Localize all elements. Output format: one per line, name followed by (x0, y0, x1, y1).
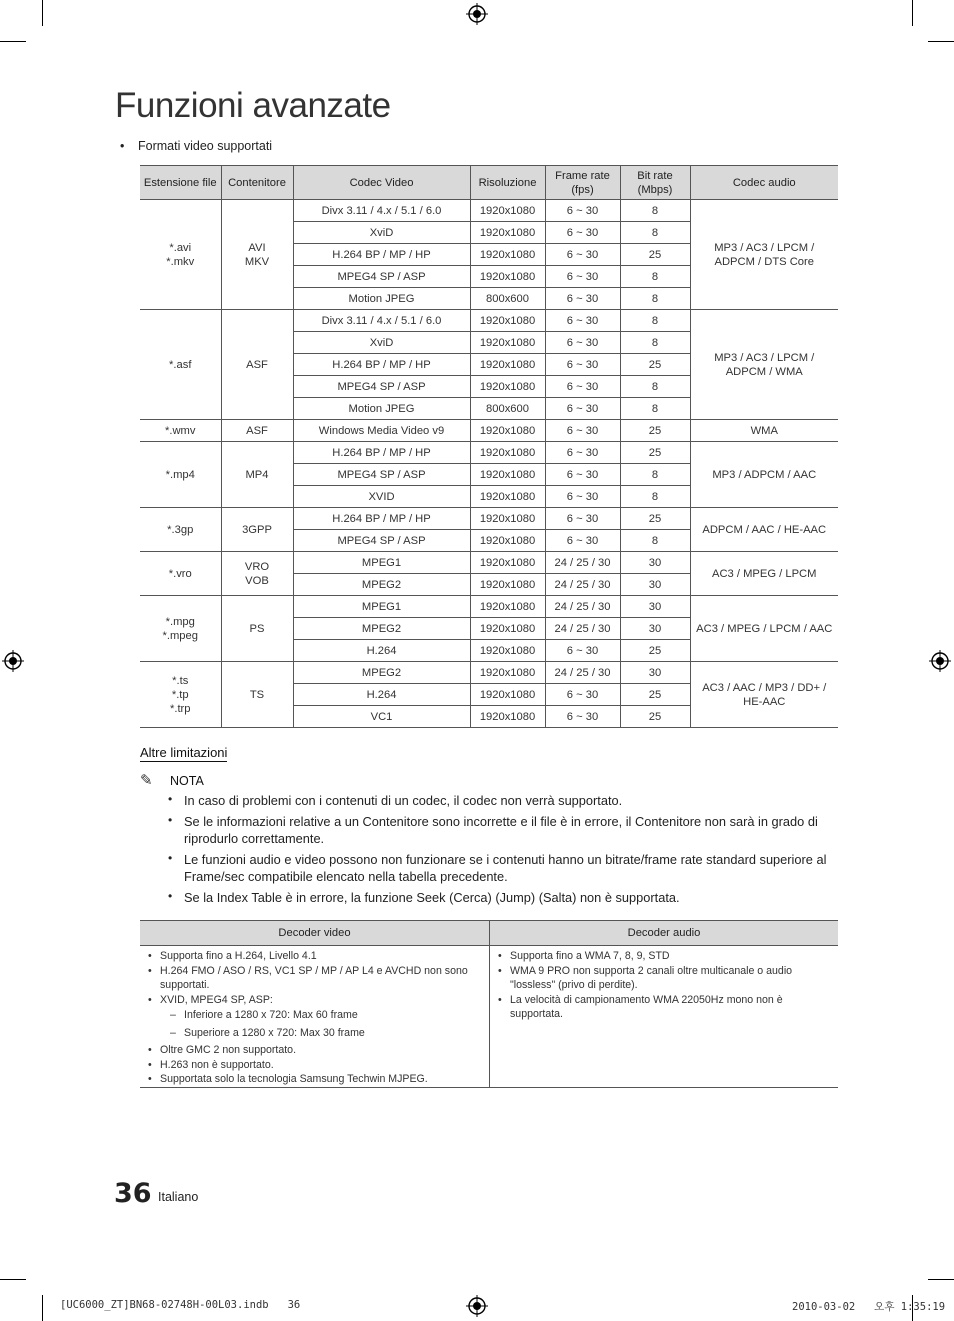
video-codec-cell: Motion JPEG (293, 398, 470, 420)
frame-rate-cell: 24 / 25 / 30 (545, 552, 620, 574)
container-cell (221, 200, 293, 310)
cell-line: ADPCM / AAC / HE-AAC (702, 523, 827, 536)
cell-line: *.tp (171, 688, 189, 701)
decoder-sub-item: – Superiore a 1280 x 720: Max 30 frame (140, 1026, 485, 1041)
bit-rate-cell: 25 (620, 354, 690, 376)
resolution-cell: 1920x1080 (470, 508, 545, 530)
video-codec-cell: XVID (293, 486, 470, 508)
decoder-item: • La velocità di campionamento WMA 22050Hz mono non è supportata. (490, 993, 808, 1022)
audio-codec-cell (690, 596, 838, 662)
bit-rate-cell: 25 (620, 684, 690, 706)
frame-rate-cell: 6 ~ 30 (545, 684, 620, 706)
decoder-item: • Oltre GMC 2 non supportato. (140, 1043, 485, 1058)
bit-rate-cell: 8 (620, 398, 690, 420)
page-number: 36 (114, 1178, 152, 1209)
crop-mark (928, 41, 954, 42)
registration-mark-icon (2, 650, 24, 672)
video-codec-cell: H.264 (293, 684, 470, 706)
bit-rate-cell: 8 (620, 200, 690, 222)
cell-line: AC3 / MPEG / LPCM (712, 567, 817, 580)
cell-line: *.vro (168, 567, 192, 580)
video-formats-table (140, 165, 838, 728)
extension-cell (140, 662, 221, 728)
container-cell (221, 442, 293, 508)
bit-rate-cell: 25 (620, 508, 690, 530)
header-frame-rate: Frame rate (fps) (545, 166, 620, 200)
crop-mark (42, 0, 43, 26)
cell-line: *.mp4 (165, 468, 195, 481)
decoder-table (140, 920, 838, 1088)
cell-line: *.mpeg (162, 629, 198, 642)
resolution-cell: 1920x1080 (470, 442, 545, 464)
video-codec-cell: MPEG2 (293, 618, 470, 640)
frame-rate-cell: 6 ~ 30 (545, 530, 620, 552)
audio-codec-cell (690, 200, 838, 310)
resolution-cell: 1920x1080 (470, 244, 545, 266)
table-row (140, 442, 838, 464)
resolution-cell: 1920x1080 (470, 706, 545, 728)
frame-rate-cell: 6 ~ 30 (545, 332, 620, 354)
cell-line: ADPCM / WMA (725, 365, 803, 378)
resolution-cell: 1920x1080 (470, 354, 545, 376)
video-codec-cell: MPEG4 SP / ASP (293, 530, 470, 552)
note-item: • Se le informazioni relative a un Contenitore sono incorrette e il file è in errore, il Contenitore non sarà in grado di riprodurlo correttamente. (168, 813, 834, 847)
video-codec-cell: MPEG4 SP / ASP (293, 376, 470, 398)
table-row (140, 662, 838, 684)
bit-rate-cell: 30 (620, 618, 690, 640)
video-codec-cell: H.264 BP / MP / HP (293, 442, 470, 464)
resolution-cell: 1920x1080 (470, 420, 545, 442)
decoder-item: • H.264 FMO / ASO / RS, VC1 SP / MP / AP L4 e AVCHD non sono supportati. (140, 964, 485, 993)
resolution-cell: 1920x1080 (470, 310, 545, 332)
video-codec-cell: Windows Media Video v9 (293, 420, 470, 442)
frame-rate-cell: 6 ~ 30 (545, 442, 620, 464)
note-item: • In caso di problemi con i contenuti di un codec, il codec non verrà supportato. (168, 792, 834, 809)
cell-line: ASF (246, 358, 268, 371)
extension-cell (140, 552, 221, 596)
cell-line: MP4 (245, 468, 269, 481)
cell-line: MP3 / ADPCM / AAC (712, 468, 817, 481)
frame-rate-cell: 24 / 25 / 30 (545, 596, 620, 618)
note-label-text: NOTA (170, 774, 204, 788)
cell-line: MP3 / AC3 / LPCM / (714, 351, 815, 364)
resolution-cell: 1920x1080 (470, 640, 545, 662)
resolution-cell: 1920x1080 (470, 332, 545, 354)
frame-rate-cell: 24 / 25 / 30 (545, 574, 620, 596)
resolution-cell: 1920x1080 (470, 530, 545, 552)
frame-rate-cell: 6 ~ 30 (545, 310, 620, 332)
video-codec-cell: MPEG2 (293, 574, 470, 596)
container-cell (221, 420, 293, 442)
cell-line: AC3 / AAC / MP3 / DD+ / (702, 681, 827, 694)
frame-rate-cell: 6 ~ 30 (545, 508, 620, 530)
container-cell (221, 310, 293, 420)
container-cell (221, 596, 293, 662)
resolution-cell: 800x600 (470, 398, 545, 420)
table-row (140, 596, 838, 618)
video-codec-cell: VC1 (293, 706, 470, 728)
frame-rate-cell: 6 ~ 30 (545, 464, 620, 486)
decoder-item: • Supporta fino a WMA 7, 8, 9, STD (490, 949, 808, 964)
cell-line: VOB (245, 574, 269, 587)
audio-decoder-header: Decoder audio (627, 927, 701, 939)
decoder-sub-item: – Inferiore a 1280 x 720: Max 60 frame (140, 1008, 485, 1023)
limitations-title: Altre limitazioni (140, 745, 228, 760)
cell-line: PS (249, 622, 265, 635)
video-codec-cell: MPEG4 SP / ASP (293, 266, 470, 288)
frame-rate-cell: 6 ~ 30 (545, 354, 620, 376)
cell-line: MKV (244, 255, 270, 268)
extension-cell (140, 420, 221, 442)
cell-line: VRO (244, 560, 270, 573)
resolution-cell: 1920x1080 (470, 662, 545, 684)
bit-rate-cell: 25 (620, 706, 690, 728)
audio-codec-cell (690, 508, 838, 552)
cell-line: ADPCM / DTS Core (714, 255, 814, 268)
video-decoder-header: Decoder video (278, 927, 351, 939)
resolution-cell: 1920x1080 (470, 376, 545, 398)
registration-mark-icon (929, 650, 951, 672)
container-cell (221, 662, 293, 728)
resolution-cell: 1920x1080 (470, 266, 545, 288)
decoder-item: • WMA 9 PRO non supporta 2 canali oltre multicanale o audio "lossless" (privo di perdite). (490, 964, 808, 993)
registration-mark-icon (466, 3, 488, 25)
video-codec-cell: H.264 BP / MP / HP (293, 508, 470, 530)
video-codec-cell: MPEG1 (293, 552, 470, 574)
bit-rate-cell: 25 (620, 640, 690, 662)
frame-rate-cell: 6 ~ 30 (545, 376, 620, 398)
frame-rate-cell: 24 / 25 / 30 (545, 662, 620, 684)
decoder-item: • H.263 non è supportato. (140, 1058, 485, 1073)
resolution-cell: 1920x1080 (470, 200, 545, 222)
bit-rate-cell: 30 (620, 574, 690, 596)
audio-codec-cell (690, 442, 838, 508)
audio-codec-cell (690, 662, 838, 728)
crop-mark (0, 41, 26, 42)
resolution-cell: 1920x1080 (470, 222, 545, 244)
video-decoder-list (140, 949, 485, 1087)
cell-line: *.wmv (165, 424, 196, 437)
bit-rate-cell: 8 (620, 530, 690, 552)
bit-rate-cell: 8 (620, 288, 690, 310)
video-codec-cell: H.264 (293, 640, 470, 662)
bit-rate-cell: 8 (620, 464, 690, 486)
subheading (120, 139, 272, 153)
cell-line: HE-AAC (743, 695, 786, 708)
crop-mark (0, 1279, 26, 1280)
header-container: Contenitore (221, 166, 293, 200)
cell-line: *.ts (172, 674, 189, 687)
video-codec-cell: Motion JPEG (293, 288, 470, 310)
cell-line: WMA (750, 424, 778, 437)
print-timestamp: 2010-03-02 오후 1:35:19 (792, 1301, 946, 1313)
table-row (140, 200, 838, 222)
cell-line: ASF (246, 424, 268, 437)
bit-rate-cell: 30 (620, 552, 690, 574)
cell-line: *.mkv (166, 255, 195, 268)
page-language: Italiano (158, 1190, 199, 1204)
bit-rate-cell: 30 (620, 662, 690, 684)
frame-rate-cell: 6 ~ 30 (545, 266, 620, 288)
bit-rate-cell: 8 (620, 310, 690, 332)
bit-rate-cell: 8 (620, 376, 690, 398)
container-cell (221, 508, 293, 552)
page-title: Funzioni avanzate (115, 86, 391, 125)
frame-rate-cell: 6 ~ 30 (545, 706, 620, 728)
cell-line: *.mpg (165, 615, 195, 628)
video-codec-cell: H.264 BP / MP / HP (293, 244, 470, 266)
header-extension: Estensione file (140, 166, 221, 200)
cell-line: AC3 / MPEG / LPCM / AAC (696, 622, 833, 635)
frame-rate-cell: 6 ~ 30 (545, 420, 620, 442)
video-codec-cell: MPEG1 (293, 596, 470, 618)
audio-codec-cell (690, 552, 838, 596)
registration-mark-icon (466, 1295, 488, 1317)
extension-cell (140, 442, 221, 508)
cell-line: *.avi (169, 241, 192, 254)
header-bit-rate: Bit rate (Mbps) (620, 166, 690, 200)
bit-rate-cell: 8 (620, 486, 690, 508)
bit-rate-cell: 8 (620, 266, 690, 288)
video-codec-cell: MPEG2 (293, 662, 470, 684)
cell-line: 3GPP (242, 523, 272, 536)
audio-codec-cell (690, 420, 838, 442)
frame-rate-cell: 6 ~ 30 (545, 200, 620, 222)
video-codec-cell: H.264 BP / MP / HP (293, 354, 470, 376)
note-label (140, 771, 204, 789)
video-codec-cell: XviD (293, 332, 470, 354)
resolution-cell: 1920x1080 (470, 552, 545, 574)
cell-line: MP3 / AC3 / LPCM / (714, 241, 815, 254)
video-codec-cell: MPEG4 SP / ASP (293, 464, 470, 486)
header-resolution: Risoluzione (470, 166, 545, 200)
frame-rate-cell: 6 ~ 30 (545, 486, 620, 508)
table-row (140, 310, 838, 332)
extension-cell (140, 596, 221, 662)
bit-rate-cell: 25 (620, 244, 690, 266)
resolution-cell: 1920x1080 (470, 464, 545, 486)
decoder-item: • Supporta fino a H.264, Livello 4.1 (140, 949, 485, 964)
header-video-codec: Codec Video (293, 166, 470, 200)
bit-rate-cell: 8 (620, 332, 690, 354)
bit-rate-cell: 25 (620, 420, 690, 442)
cell-line: *.trp (169, 702, 191, 715)
crop-mark (912, 0, 913, 26)
cell-line: *.3gp (167, 523, 194, 536)
subheading-text: Formati video supportati (138, 139, 273, 153)
frame-rate-cell: 6 ~ 30 (545, 222, 620, 244)
audio-codec-cell (690, 310, 838, 420)
bit-rate-cell: 8 (620, 222, 690, 244)
table-row (140, 552, 838, 574)
resolution-cell: 1920x1080 (470, 596, 545, 618)
decoder-item: • Supportata solo la tecnologia Samsung Techwin MJPEG. (140, 1072, 485, 1087)
extension-cell (140, 508, 221, 552)
resolution-cell: 1920x1080 (470, 486, 545, 508)
bullet-icon: • (120, 139, 125, 153)
header-audio-codec: Codec audio (690, 166, 838, 200)
bit-rate-cell: 30 (620, 596, 690, 618)
extension-cell (140, 200, 221, 310)
note-item: • Se la Index Table è in errore, la funzione Seek (Cerca) (Jump) (Salta) non è supportata. (168, 889, 834, 906)
table-row (140, 420, 838, 442)
resolution-cell: 1920x1080 (470, 574, 545, 596)
file-info: [UC6000_ZT]BN68-02748H-00L03.indb 36 (60, 1299, 301, 1311)
note-item: • Le funzioni audio e video possono non funzionare se i contenuti hanno un bitrate/frame rate standard superiore al Frame/sec compatibile elencato nella tabella precedente. (168, 851, 834, 885)
bit-rate-cell: 25 (620, 442, 690, 464)
frame-rate-cell: 6 ~ 30 (545, 398, 620, 420)
container-cell (221, 552, 293, 596)
resolution-cell: 800x600 (470, 288, 545, 310)
resolution-cell: 1920x1080 (470, 684, 545, 706)
cell-line: *.asf (169, 358, 192, 371)
frame-rate-cell: 6 ~ 30 (545, 288, 620, 310)
frame-rate-cell: 24 / 25 / 30 (545, 618, 620, 640)
frame-rate-cell: 6 ~ 30 (545, 244, 620, 266)
video-codec-cell: Divx 3.11 / 4.x / 5.1 / 6.0 (293, 310, 470, 332)
video-codec-cell: XviD (293, 222, 470, 244)
frame-rate-cell: 6 ~ 30 (545, 640, 620, 662)
cell-line: TS (249, 688, 265, 701)
resolution-cell: 1920x1080 (470, 618, 545, 640)
crop-mark (928, 1279, 954, 1280)
video-codec-cell: Divx 3.11 / 4.x / 5.1 / 6.0 (293, 200, 470, 222)
table-header-row (140, 166, 838, 200)
cell-line: AVI (248, 241, 266, 254)
audio-decoder-list (490, 949, 808, 1022)
pencil-icon: ✎ (140, 772, 153, 789)
crop-mark (42, 1295, 43, 1321)
decoder-item: • XVID, MPEG4 SP, ASP: (140, 993, 485, 1008)
table-row (140, 508, 838, 530)
notes-list (168, 792, 834, 910)
extension-cell (140, 310, 221, 420)
